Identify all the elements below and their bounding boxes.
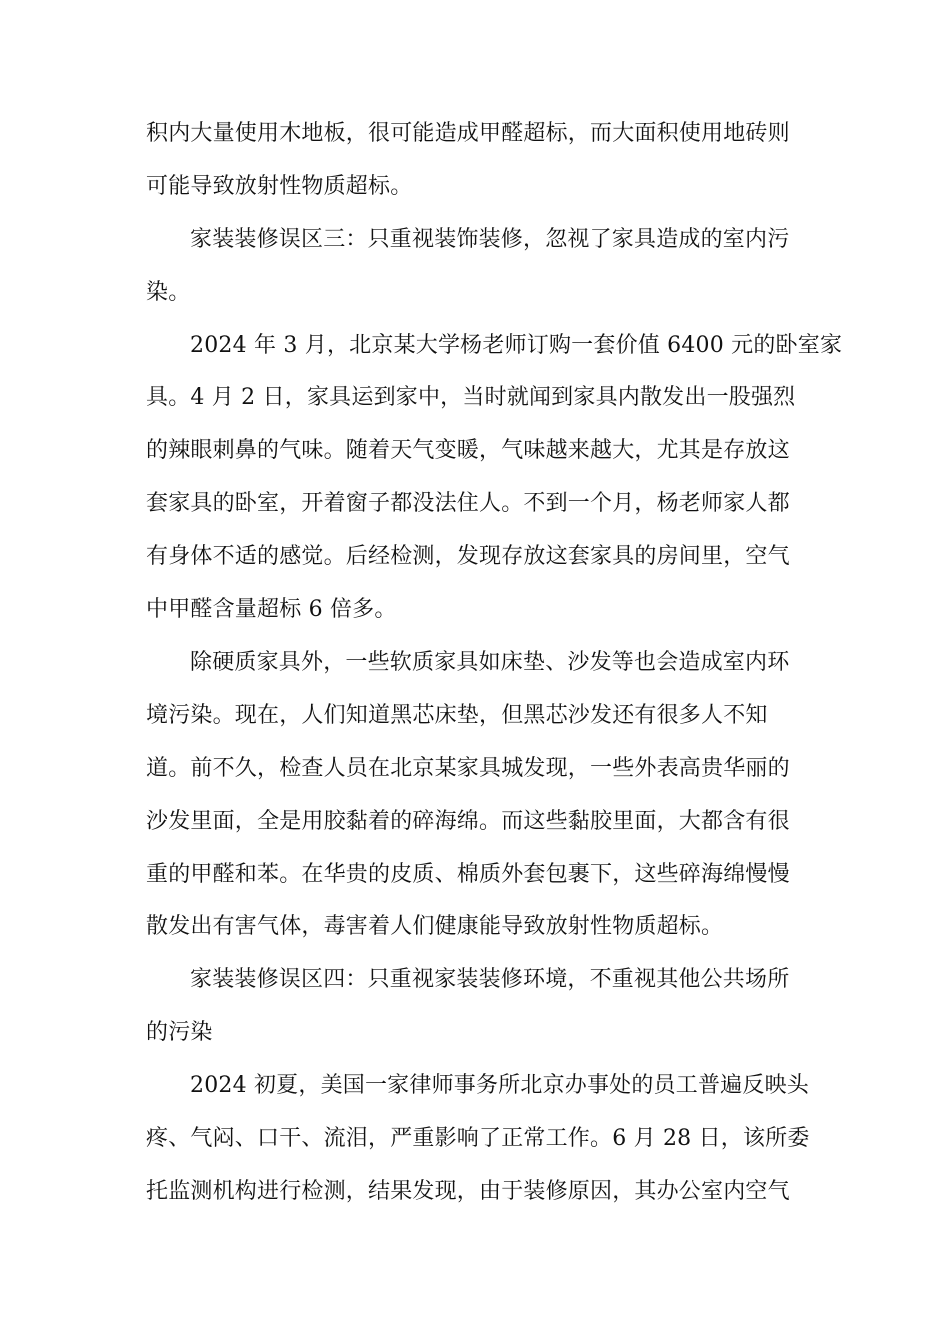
text-line: 中甲醛含量超标 6 倍多。 [146, 597, 397, 622]
text-line: 散发出有害气体，毒害着人们健康能导致放射性物质超标。 [146, 914, 724, 939]
text-line: 可能导致放射性物质超标。 [146, 174, 413, 199]
text-line: 染。 [146, 280, 191, 305]
text-line: 疼、气闷、口干、流泪，严重影响了正常工作。6 月 28 日，该所委 [146, 1126, 810, 1151]
section-heading-line: 家装装修误区四：只重视家装装修环境，不重视其他公共场所 [190, 967, 790, 992]
text-line: 套家具的卧室，开着窗子都没法住人。不到一个月，杨老师家人都 [146, 491, 790, 516]
text-line: 沙发里面，全是用胶黏着的碎海绵。而这些黏胶里面，大都含有很 [146, 809, 790, 834]
paragraph-start-line: 2024 年 3 月，北京某大学杨老师订购一套价值 6400 元的卧室家 [190, 333, 843, 358]
text-line: 具。4 月 2 日，家具运到家中，当时就闻到家具内散发出一股强烈 [146, 385, 796, 410]
text-line: 境污染。现在，人们知道黑芯床垫，但黑芯沙发还有很多人不知 [146, 703, 768, 728]
text-line: 有身体不适的感觉。后经检测，发现存放这套家具的房间里，空气 [146, 544, 790, 569]
text-line: 重的甲醛和苯。在华贵的皮质、棉质外套包裹下，这些碎海绵慢慢 [146, 862, 790, 887]
paragraph-start-line: 除硬质家具外，一些软质家具如床垫、沙发等也会造成室内环 [190, 650, 790, 675]
text-line: 托监测机构进行检测，结果发现，由于装修原因，其办公室内空气 [146, 1179, 790, 1204]
text-line: 的污染 [146, 1020, 213, 1045]
text-line: 道。前不久，检查人员在北京某家具城发现，一些外表高贵华丽的 [146, 756, 790, 781]
text-line: 的辣眼刺鼻的气味。随着天气变暖，气味越来越大，尤其是存放这 [146, 438, 790, 463]
section-heading-line: 家装装修误区三：只重视装饰装修，忽视了家具造成的室内污 [190, 227, 790, 252]
text-line: 积内大量使用木地板，很可能造成甲醛超标，而大面积使用地砖则 [146, 121, 790, 146]
paragraph-start-line: 2024 初夏，美国一家律师事务所北京办事处的员工普遍反映头 [190, 1073, 809, 1098]
